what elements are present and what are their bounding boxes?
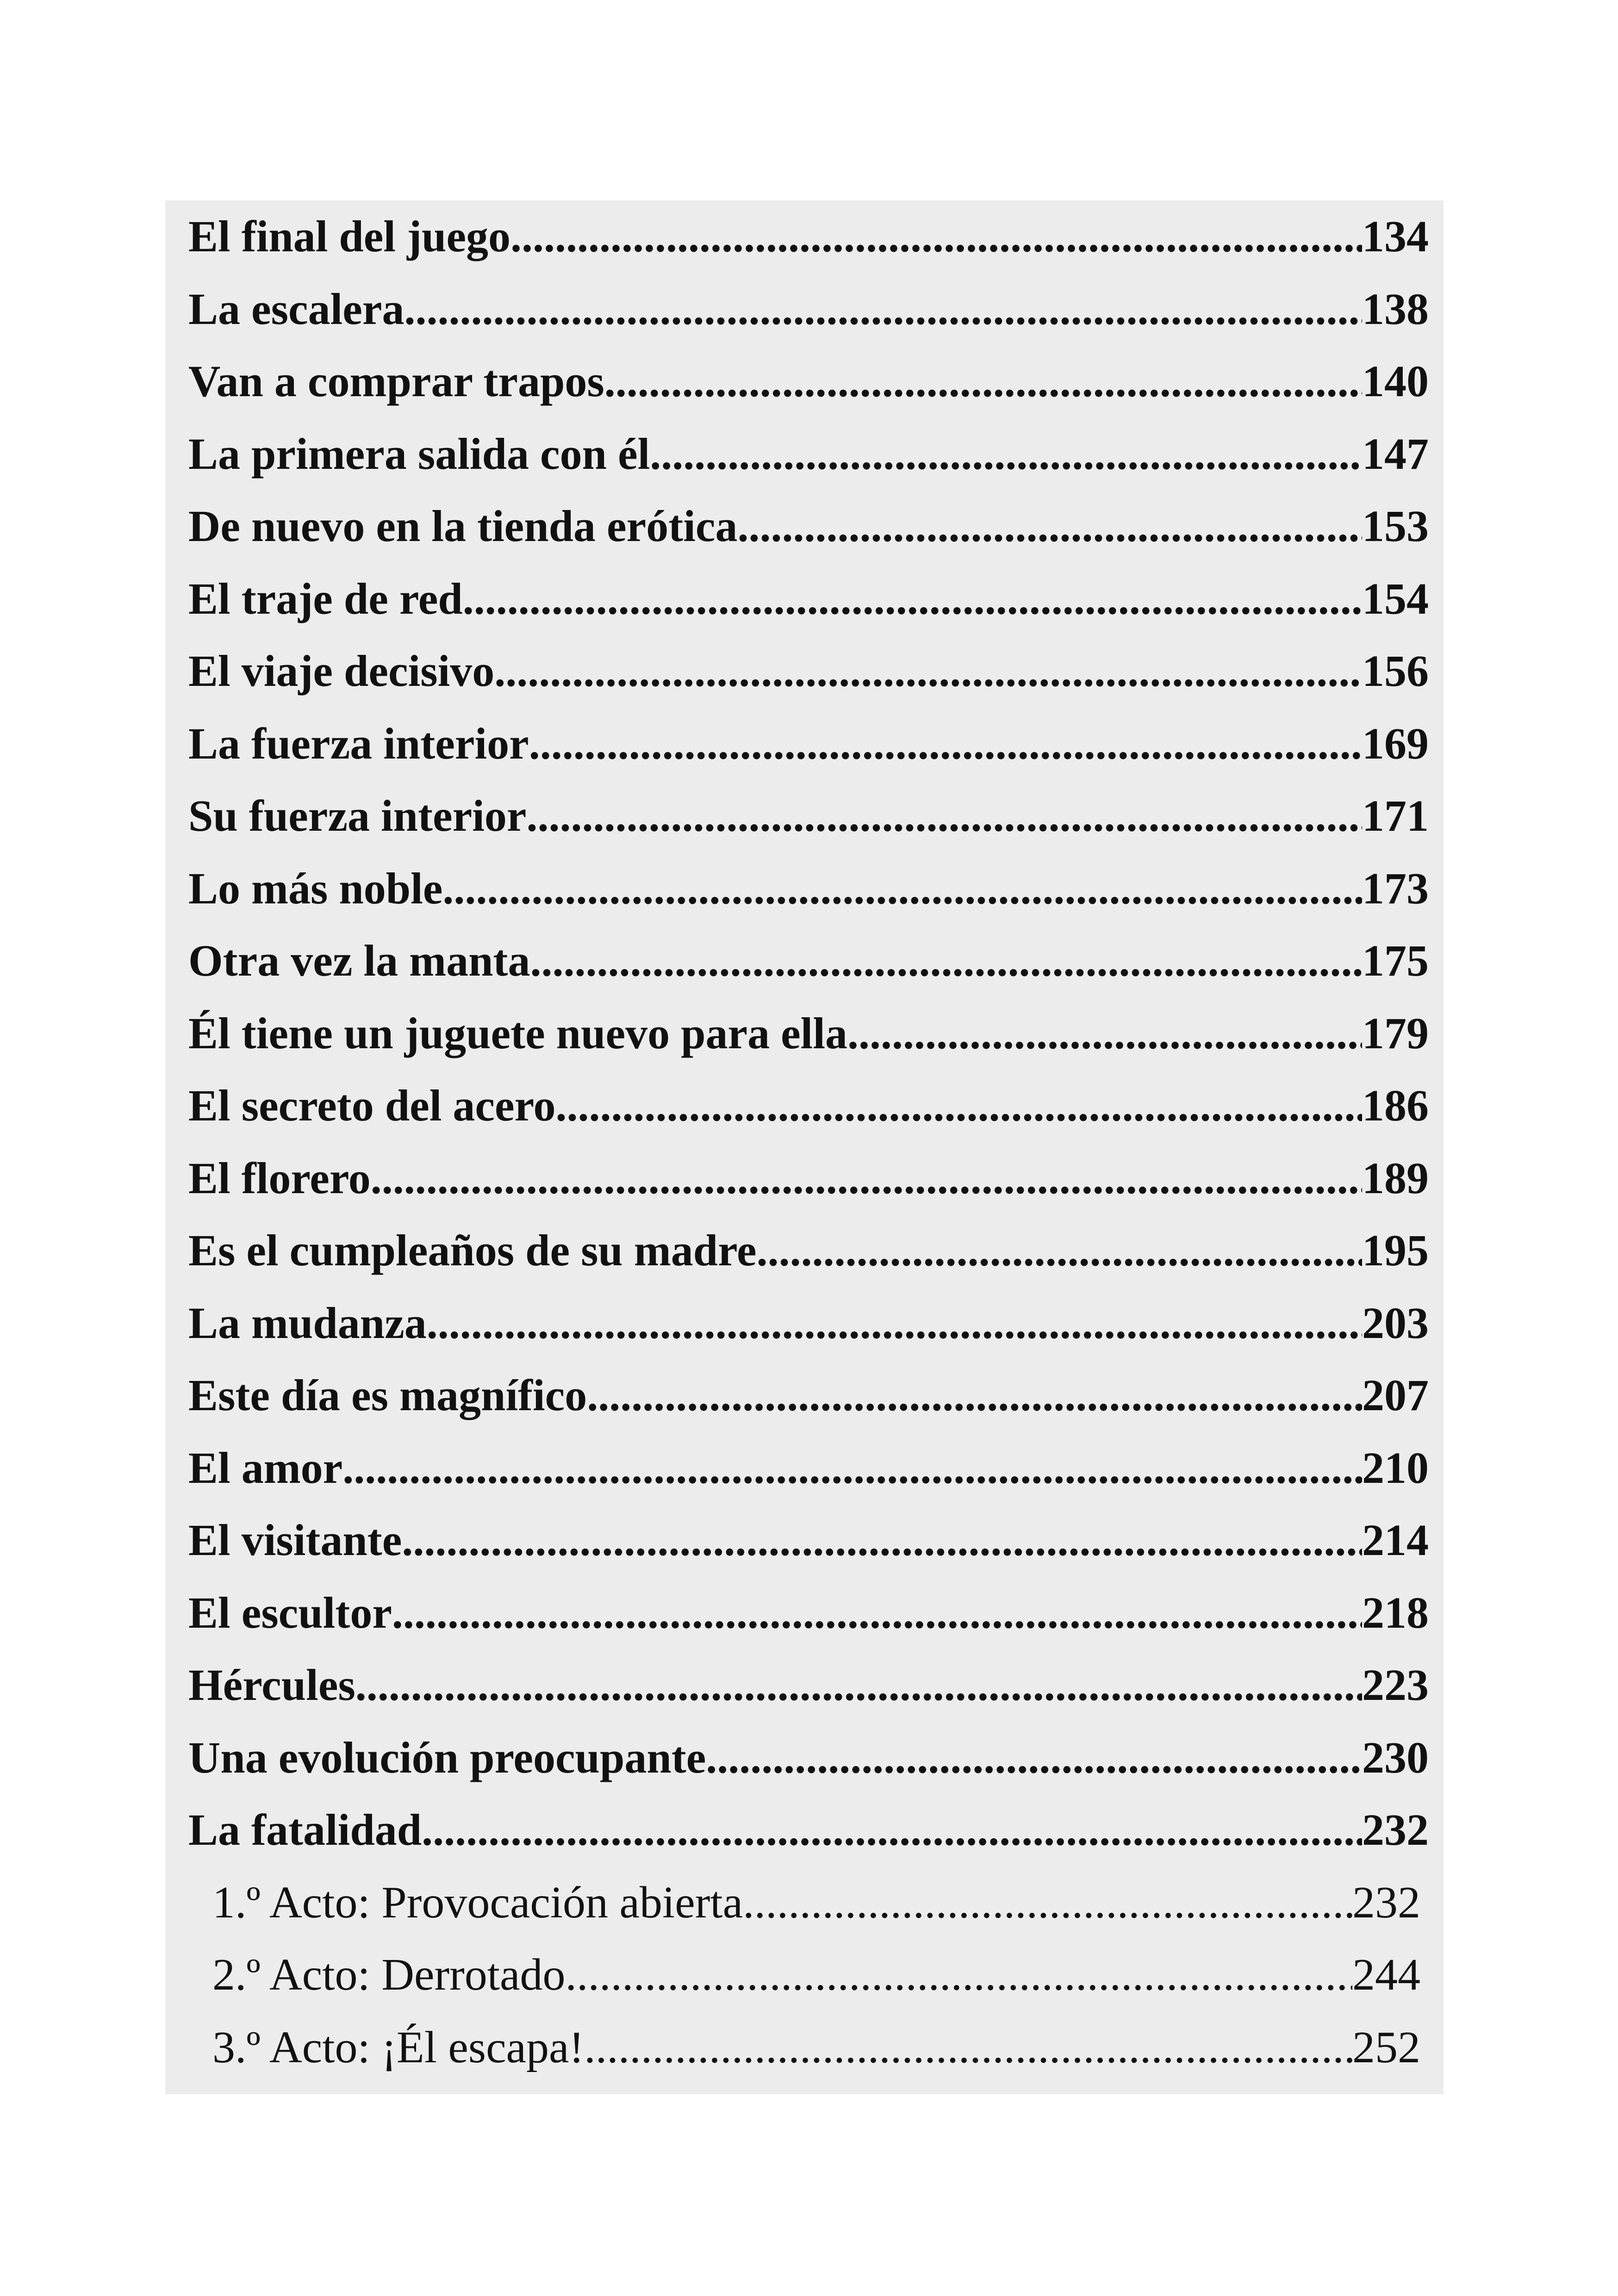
toc-entry-title: La mudanza — [188, 1298, 427, 1348]
toc-entry-page: 230 — [1362, 1732, 1429, 1782]
toc-dot-leader — [587, 1369, 1362, 1421]
toc-entry-20 — [188, 1587, 1429, 1660]
toc-dot-leader — [463, 573, 1362, 624]
toc-entry-page: 207 — [1362, 1370, 1429, 1420]
toc-entry-page: 140 — [1362, 356, 1429, 406]
toc-dot-leader — [392, 1587, 1362, 1638]
toc-entry-page: 203 — [1362, 1298, 1429, 1348]
toc-entry-26 — [188, 2022, 1420, 2094]
toc-dot-leader — [584, 2022, 1352, 2073]
toc-entry-title: 3.º Acto: ¡Él escapa! — [212, 2022, 585, 2072]
toc-entry-page: 232 — [1362, 1805, 1429, 1854]
toc-entry-page: 171 — [1362, 791, 1429, 840]
toc-entry-title: El viaje decisivo — [188, 646, 495, 696]
toc-entry-1 — [188, 211, 1429, 283]
toc-entry-title: La primera salida con él — [188, 429, 650, 479]
toc-dot-leader — [342, 1442, 1362, 1493]
toc-list — [188, 211, 1438, 2094]
toc-dot-leader — [442, 863, 1362, 914]
toc-entry-title: Es el cumpleaños de su madre — [188, 1226, 757, 1275]
toc-entry-25 — [188, 1949, 1420, 2022]
toc-entry-3 — [188, 355, 1429, 428]
toc-entry-title: Otra vez la manta — [188, 936, 530, 985]
toc-entry-page: 218 — [1362, 1587, 1429, 1637]
toc-dot-leader — [529, 718, 1362, 769]
toc-entry-page: 210 — [1362, 1443, 1429, 1493]
toc-entry-13 — [188, 1080, 1429, 1152]
toc-dot-leader — [757, 1225, 1362, 1276]
toc-dot-leader — [650, 428, 1362, 479]
toc-entry-page: 244 — [1352, 1950, 1420, 2000]
toc-entry-title: Una evolución preocupante — [188, 1732, 706, 1782]
toc-dot-leader — [404, 283, 1363, 335]
toc-entry-page: 134 — [1362, 212, 1429, 261]
toc-dot-leader — [847, 1008, 1362, 1059]
toc-entry-title: El escultor — [188, 1587, 392, 1637]
toc-dot-leader — [604, 355, 1362, 407]
toc-dot-leader — [371, 1152, 1362, 1204]
toc-entry-page: 156 — [1362, 646, 1429, 696]
toc-entry-title: Van a comprar trapos — [188, 356, 604, 406]
toc-entry-page: 169 — [1362, 718, 1429, 768]
toc-dot-leader — [510, 211, 1362, 262]
toc-entry-22 — [188, 1732, 1429, 1804]
toc-entry-page: 232 — [1352, 1877, 1420, 1928]
toc-dot-leader — [402, 1514, 1362, 1566]
toc-entry-24 — [188, 1877, 1420, 1949]
toc-entry-title: Lo más noble — [188, 863, 443, 913]
table-of-contents — [165, 200, 1444, 2094]
toc-entry-7 — [188, 645, 1429, 718]
toc-entry-title: 1.º Acto: Provocación abierta — [212, 1877, 743, 1928]
toc-entry-page: 153 — [1362, 501, 1429, 551]
toc-entry-17 — [188, 1369, 1429, 1442]
toc-entry-page: 179 — [1362, 1008, 1429, 1058]
toc-dot-leader — [530, 935, 1362, 986]
toc-entry-title: El secreto del acero — [188, 1081, 556, 1130]
toc-dot-leader — [556, 1080, 1363, 1131]
toc-entry-21 — [188, 1659, 1429, 1732]
toc-dot-leader — [743, 1877, 1352, 1929]
toc-entry-5 — [188, 500, 1429, 573]
toc-entry-title: Él tiene un juguete nuevo para ella — [188, 1008, 848, 1058]
toc-dot-leader — [527, 790, 1363, 841]
toc-entry-9 — [188, 790, 1429, 863]
toc-entry-page: 147 — [1362, 429, 1429, 479]
toc-dot-leader — [355, 1659, 1362, 1711]
toc-entry-page: 189 — [1362, 1153, 1429, 1203]
toc-entry-10 — [188, 863, 1429, 935]
toc-entry-page: 214 — [1362, 1515, 1429, 1565]
toc-entry-page: 252 — [1352, 2022, 1420, 2072]
toc-dot-leader — [422, 1804, 1362, 1855]
toc-entry-title: El final del juego — [188, 212, 511, 261]
toc-dot-leader — [738, 500, 1363, 552]
toc-entry-title: El florero — [188, 1153, 371, 1203]
toc-entry-page: 195 — [1362, 1226, 1429, 1275]
toc-entry-title: De nuevo en la tienda erótica — [188, 501, 738, 551]
toc-dot-leader — [565, 1949, 1352, 2001]
toc-entry-page: 138 — [1362, 284, 1429, 334]
toc-entry-title: La fuerza interior — [188, 718, 529, 768]
toc-dot-leader — [427, 1297, 1362, 1349]
toc-dot-leader — [706, 1732, 1362, 1783]
toc-entry-title: Hércules — [188, 1660, 355, 1710]
toc-entry-title: Su fuerza interior — [188, 791, 527, 840]
toc-entry-page: 175 — [1362, 936, 1429, 985]
toc-dot-leader — [494, 645, 1362, 697]
toc-entry-14 — [188, 1152, 1429, 1225]
toc-entry-title: El amor — [188, 1443, 343, 1493]
toc-entry-11 — [188, 935, 1429, 1008]
toc-entry-title: El visitante — [188, 1515, 402, 1565]
toc-entry-16 — [188, 1297, 1429, 1370]
toc-entry-15 — [188, 1225, 1429, 1297]
toc-entry-title: 2.º Acto: Derrotado — [212, 1950, 566, 2000]
toc-entry-2 — [188, 283, 1429, 356]
toc-entry-23 — [188, 1804, 1429, 1877]
toc-entry-4 — [188, 428, 1429, 501]
toc-entry-title: La escalera — [188, 284, 404, 334]
toc-entry-18 — [188, 1442, 1429, 1515]
toc-entry-page: 223 — [1362, 1660, 1429, 1710]
toc-entry-title: Este día es magnífico — [188, 1370, 587, 1420]
toc-entry-title: La fatalidad — [188, 1805, 422, 1854]
toc-entry-12 — [188, 1008, 1429, 1080]
toc-entry-page: 173 — [1362, 863, 1429, 913]
toc-entry-8 — [188, 718, 1429, 790]
toc-entry-title: El traje de red — [188, 573, 463, 623]
toc-entry-19 — [188, 1514, 1429, 1587]
toc-entry-page: 154 — [1362, 573, 1429, 623]
toc-entry-6 — [188, 573, 1429, 646]
toc-entry-page: 186 — [1362, 1081, 1429, 1130]
